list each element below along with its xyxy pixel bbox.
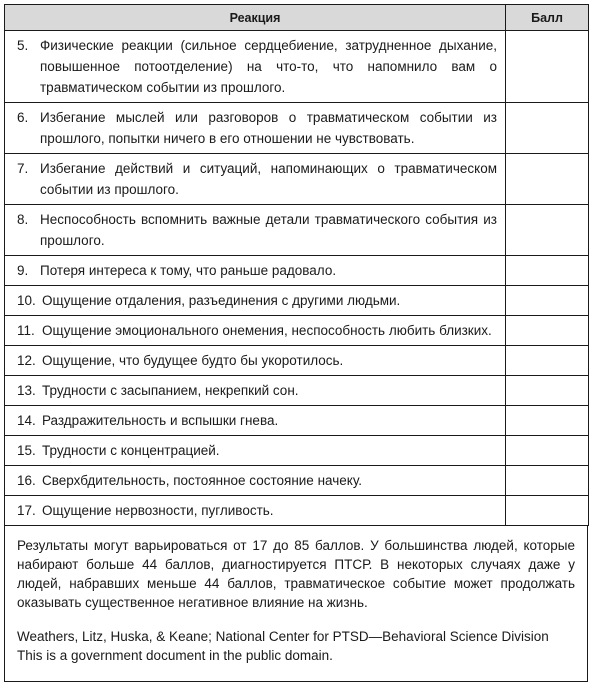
score-cell[interactable] [506,376,589,406]
reaction-cell [5,316,506,346]
table-row [5,286,589,316]
reaction-cell [5,376,506,406]
item-text: Раздражительность и вспышки гнева. [42,413,279,428]
table-row [5,256,589,286]
item-number: 15. [17,443,36,458]
table-row [5,496,589,526]
score-cell[interactable] [506,466,589,496]
reaction-cell [5,406,506,436]
reaction-cell [5,31,506,103]
results-box [4,526,588,682]
item-text: Ощущение нервозности, пугливость. [42,503,274,518]
item-number: 6. [17,110,29,125]
item-number: 16. [17,473,36,488]
reaction-cell [5,154,506,205]
item-number: 10. [17,293,36,308]
score-cell[interactable] [506,103,589,154]
table-row [5,154,589,205]
score-cell[interactable] [506,256,589,286]
table-row [5,31,589,103]
table-row [5,103,589,154]
item-text: Трудности с засыпанием, некрепкий сон. [42,383,299,398]
score-cell[interactable] [506,316,589,346]
reaction-cell [5,205,506,256]
reaction-cell [5,466,506,496]
score-cell[interactable] [506,205,589,256]
item-text: Избегание мыслей или разговоров о травматическом событии из прошлого, попытки ничего в его отношении не чувствовать. [40,110,497,146]
item-number: 7. [17,161,29,176]
table-row [5,406,589,436]
score-cell[interactable] [506,31,589,103]
results-text: Результаты могут варьироваться от 17 до 85 баллов. У большинства людей, которые набирают больше 44 баллов, диагностируется ПТСР. В некоторых случаях даже у людей, набравших меньше 44 баллов, травматическое событие может продолжать оказывать существенное негативное влияние на жизнь. [17,538,575,610]
table-row [5,436,589,466]
item-text: Потеря интереса к тому, что раньше радовало. [40,263,337,278]
table-row [5,205,589,256]
item-number: 12. [17,353,36,368]
item-text: Трудности с концентрацией. [42,443,220,458]
table-row [5,346,589,376]
item-text: Ощущение, что будущее будто бы укоротилось. [42,353,344,368]
item-text: Избегание действий и ситуаций, напоминающих о травматическом событии из прошлого. [40,161,497,197]
item-number: 13. [17,383,36,398]
item-number: 11. [17,323,35,338]
item-number: 17. [17,503,36,518]
reaction-score-table [4,4,589,526]
item-text: Физические реакции (сильное сердцебиение, затрудненное дыхание, повышенное потоотделение) на что-то, что напомнило вам о травматическом событии из прошлого. [40,38,497,95]
header-reaction: Реакция [5,5,506,31]
reaction-cell [5,436,506,466]
score-cell[interactable] [506,406,589,436]
item-number: 9. [17,263,29,278]
score-cell[interactable] [506,154,589,205]
ptsd-checklist-page [4,4,588,682]
header-score: Балл [506,5,589,31]
source-citation: Weathers, Litz, Huska, & Keane; National Center for PTSD—Behavioral Science Division [17,629,549,644]
reaction-cell [5,346,506,376]
item-text: Неспособность вспомнить важные детали травматического события из прошлого. [40,212,497,248]
reaction-cell [5,256,506,286]
score-cell[interactable] [506,436,589,466]
public-domain-note: This is a government document in the public domain. [17,648,333,663]
score-cell[interactable] [506,496,589,526]
reaction-cell [5,103,506,154]
item-text: Сверхбдительность, постоянное состояние начеку. [42,473,362,488]
score-cell[interactable] [506,286,589,316]
item-text: Ощущение эмоционального онемения, неспособность любить близких. [42,323,492,338]
table-row [5,466,589,496]
item-text: Ощущение отдаления, разъединения с другими людьми. [42,293,401,308]
reaction-cell [5,286,506,316]
item-number: 8. [17,212,29,227]
score-cell[interactable] [506,346,589,376]
item-number: 14. [17,413,36,428]
table-header-row [5,5,589,31]
item-number: 5. [17,38,29,53]
table-row [5,316,589,346]
reaction-cell [5,496,506,526]
table-row [5,376,589,406]
